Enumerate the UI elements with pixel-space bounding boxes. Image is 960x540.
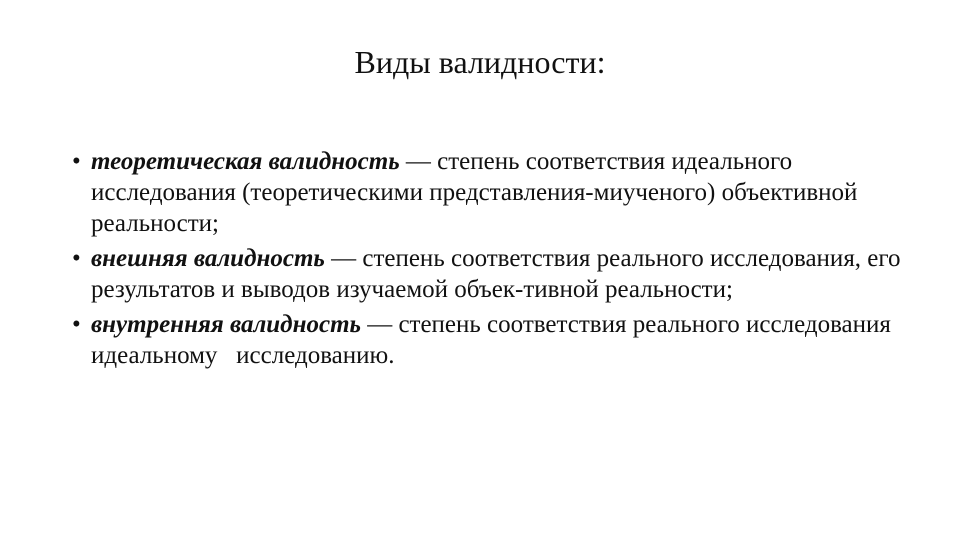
- bullet-icon: •: [72, 148, 81, 175]
- list-item: [72, 309, 910, 371]
- bullet-icon: •: [72, 311, 81, 338]
- list-item: [72, 243, 902, 305]
- definition-external-validity: — степень соответствия реального исследования, его результатов и выводов изучаемой объек-тивной реальности;: [91, 245, 901, 303]
- term-external-validity: внешняя валидность: [91, 245, 325, 272]
- term-internal-validity: внутренняя валидность: [91, 311, 361, 338]
- list-item: [72, 146, 902, 239]
- slide-title: Виды валидности:: [354, 44, 606, 80]
- definition-theoretical-validity: — степень соответствия идеального исследования (теоретическими представления-миученого) объективной реальности;: [91, 148, 858, 237]
- term-theoretical-validity: теоретическая валидность: [91, 148, 400, 175]
- definition-internal-validity: — степень соответствия реального исследования идеальному исследованию.: [91, 311, 910, 369]
- bullet-list: [72, 146, 910, 375]
- bullet-icon: •: [72, 245, 81, 272]
